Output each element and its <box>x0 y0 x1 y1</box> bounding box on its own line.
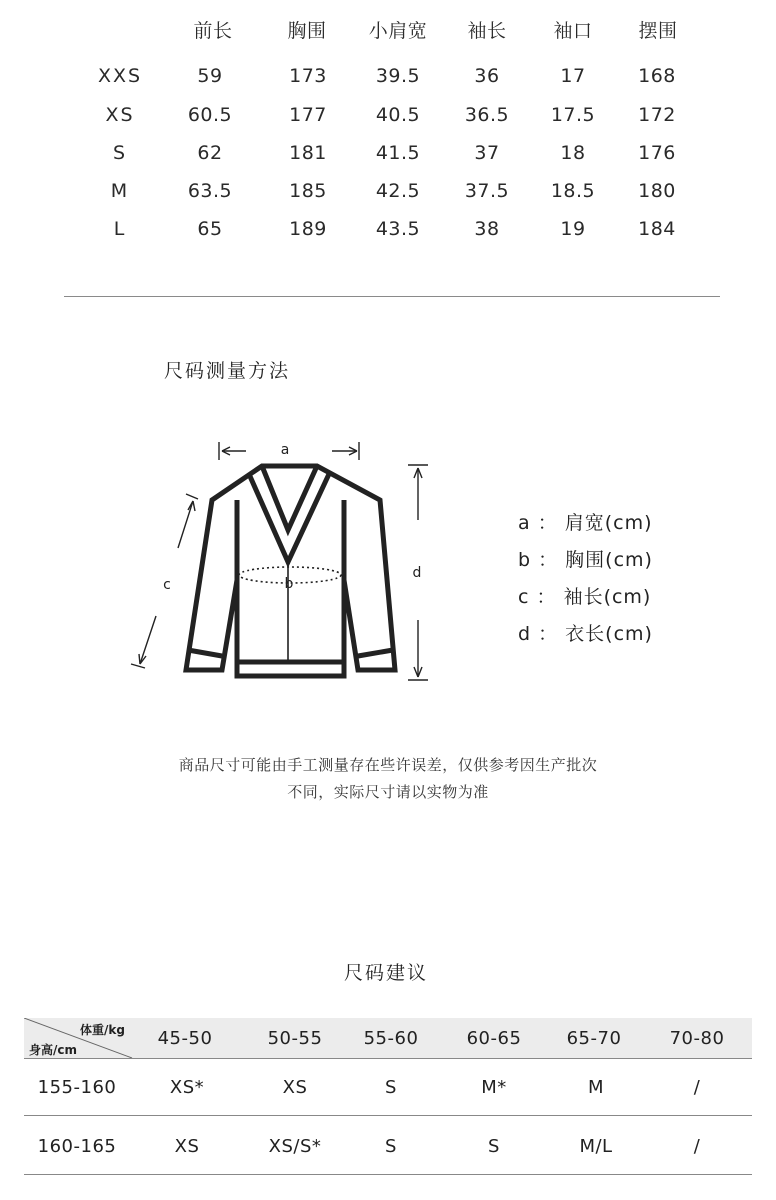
value-cell: 17.5 <box>550 104 596 126</box>
corner-weight-label: 体重/kg <box>80 1023 125 1037</box>
recommend-cell: S <box>385 1136 397 1157</box>
legend-colon: ： <box>538 623 559 645</box>
value-cell: 177 <box>289 104 327 126</box>
legend-key: a <box>518 512 531 534</box>
section-divider <box>64 296 720 297</box>
legend-text: 肩宽(cm) <box>564 512 653 534</box>
size-label: M <box>110 180 130 202</box>
value-cell: 36 <box>474 65 500 87</box>
value-cell: 176 <box>638 142 676 164</box>
recommend-cell: XS <box>174 1136 200 1157</box>
value-cell: 17 <box>560 65 586 87</box>
label-d: d <box>412 565 422 581</box>
legend-colon: ： <box>538 549 559 571</box>
corner-height-label: 身高/cm <box>29 1043 78 1057</box>
header-chest: 胸围 <box>287 20 327 42</box>
right-cuff <box>358 650 393 656</box>
row-divider <box>24 1115 752 1116</box>
recommend-cell: S <box>488 1136 500 1157</box>
value-cell: 42.5 <box>375 180 421 202</box>
value-cell: 39.5 <box>375 65 421 87</box>
legend-colon: ： <box>536 586 557 608</box>
size-row <box>0 176 776 206</box>
size-row <box>0 61 776 91</box>
label-a: a <box>280 442 290 458</box>
size-row <box>0 214 776 244</box>
legend-item-a <box>518 508 653 535</box>
value-cell: 43.5 <box>375 218 421 240</box>
recommend-cell: M* <box>481 1077 507 1098</box>
weight-header: 55-60 <box>363 1028 419 1049</box>
value-cell: 60.5 <box>187 104 233 126</box>
header-shoulder: 小肩宽 <box>368 20 428 42</box>
value-cell: 63.5 <box>187 180 233 202</box>
height-label: 160-165 <box>37 1136 117 1157</box>
value-cell: 40.5 <box>375 104 421 126</box>
value-cell: 184 <box>638 218 676 240</box>
size-label: L <box>113 218 127 240</box>
recommend-title: 尺码建议 <box>344 962 429 984</box>
weight-header: 60-65 <box>466 1028 522 1049</box>
value-cell: 59 <box>197 65 223 87</box>
value-cell: 180 <box>638 180 676 202</box>
value-cell: 172 <box>638 104 676 126</box>
label-c: c <box>163 577 171 593</box>
legend-text: 衣长(cm) <box>565 623 653 645</box>
header-cuff: 袖口 <box>553 20 593 42</box>
left-cuff <box>188 650 222 656</box>
value-cell: 173 <box>289 65 327 87</box>
legend-colon: ： <box>537 512 558 534</box>
legend-item-c <box>518 582 651 609</box>
legend-key: c <box>518 586 530 608</box>
value-cell: 18 <box>560 142 586 164</box>
size-row <box>0 100 776 130</box>
size-label: XS <box>105 104 135 126</box>
row-divider <box>24 1058 752 1059</box>
legend-text: 袖长(cm) <box>563 586 652 608</box>
recommend-cell: M <box>587 1077 605 1098</box>
size-label: XXS <box>97 65 143 87</box>
value-cell: 18.5 <box>550 180 596 202</box>
weight-header: 45-50 <box>157 1028 213 1049</box>
size-label: S <box>112 142 128 164</box>
legend-text: 胸围(cm) <box>565 549 653 571</box>
weight-header: 65-70 <box>566 1028 622 1049</box>
value-cell: 38 <box>474 218 500 240</box>
header-sleeve-length: 袖长 <box>467 20 507 42</box>
weight-header: 70-80 <box>669 1028 725 1049</box>
label-b: b <box>284 576 294 592</box>
legend-item-d <box>518 619 653 646</box>
header-hem: 摆围 <box>638 20 678 42</box>
value-cell: 41.5 <box>375 142 421 164</box>
value-cell: 19 <box>560 218 586 240</box>
value-cell: 185 <box>289 180 327 202</box>
weight-header: 50-55 <box>267 1028 323 1049</box>
recommend-cell: / <box>693 1077 701 1098</box>
header-front-length: 前长 <box>193 20 233 42</box>
value-cell: 62 <box>197 142 223 164</box>
value-cell: 65 <box>197 218 223 240</box>
measure-title: 尺码测量方法 <box>164 360 291 382</box>
row-divider <box>24 1174 752 1175</box>
recommend-cell: / <box>693 1136 701 1157</box>
value-cell: 36.5 <box>464 104 510 126</box>
collar-lapel <box>249 474 329 562</box>
value-cell: 168 <box>638 65 676 87</box>
garment-outline <box>186 466 395 676</box>
measure-note-line1: 商品尺寸可能由手工测量存在些许误差，仅供参考因生产批次 <box>178 756 598 774</box>
measure-note-line2: 不同，实际尺寸请以实物为准 <box>287 783 489 801</box>
recommend-cell: XS <box>282 1077 308 1098</box>
height-label: 155-160 <box>37 1077 117 1098</box>
recommend-cell: S <box>385 1077 397 1098</box>
recommend-cell: XS/S* <box>268 1136 322 1157</box>
size-table-header <box>0 16 776 46</box>
size-row <box>0 138 776 168</box>
cardigan-diagram <box>120 430 450 700</box>
value-cell: 37 <box>474 142 500 164</box>
legend-item-b <box>518 545 653 572</box>
recommend-cell: XS* <box>169 1077 205 1098</box>
value-cell: 181 <box>289 142 327 164</box>
legend-key: d <box>518 623 532 645</box>
recommend-cell: M/L <box>579 1136 613 1157</box>
value-cell: 189 <box>289 218 327 240</box>
value-cell: 37.5 <box>464 180 510 202</box>
legend-key: b <box>518 549 532 571</box>
